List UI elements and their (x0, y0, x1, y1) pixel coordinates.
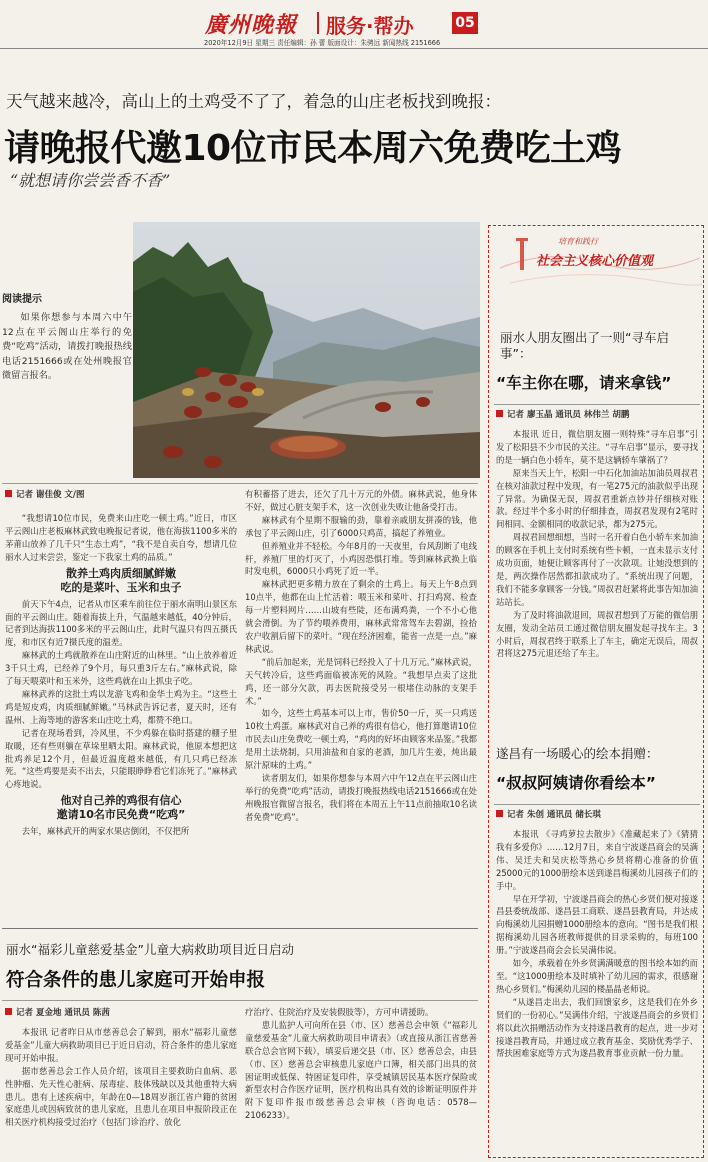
lead-paragraph: 读者朋友们，如果你想参与本周六中午12点在平云阁山庄举行的免费“吃鸡”活动，请拨打晚报热线电话2151666或在处州晚报官微留言报名，我们将在本周五上午11点前抽取10名读者免费“吃鸡”。 (245, 772, 477, 822)
story2-body (496, 408, 698, 660)
lead-paragraph: 麻林武有个星期不服输的劲，靠着亲戚朋友拼凑的钱，他承包了平云阁山庄，引了6000只鸡苗，搞起了养殖业。 (245, 514, 477, 538)
masthead-logo: 廣州晚報 (205, 12, 298, 38)
story2-headline: “车主你在哪，请来拿钱” (496, 374, 672, 392)
lead-paragraph: 麻林武养的这批土鸡以龙游飞鸡和金华土鸡为主。“这些土鸡是短皮鸡，肉质细腻鲜嫩。”马林武告诉记者，夏天时，还有温州、上海等地的游客来山庄吃土鸡，都赞不绝口。 (5, 688, 237, 725)
story4-byline-text: 记者 夏金地 通讯员 陈茜 (16, 1008, 110, 1018)
story4-paragraph: 患儿监护人可向所在县（市、区）慈善总会申领《“福彩儿童慈爱基金”儿童大病救助项目申请表》（或直接从浙江省慈善联合总会官网下载），填妥后递交县（市、区）慈善总会，由县（市、区）慈善总会审核患儿家庭户口簿，相关部门出具的贫困证明或低保、特困证复印件，享受城镇居民基本医疗保险或新型农村合作医疗证明，医疗机构出具有效的诊断证明原件并附下复印件报市级慈善总会审核（咨询电话：0578—2106233）。 (245, 1019, 477, 1121)
lead-subheading: 他对自己养的鸡很有信心 邀请10名市民免费“吃鸡” (56, 794, 186, 822)
reading-tip-text: 如果你想参与本周六中午12点在平云阁山庄举行的免费“吃鸡”活动，请拨打晚报热线电话2151666或在处州晚报官微留言报名。 (2, 312, 132, 381)
lead-byline-rule (2, 483, 478, 484)
story4-headline: 符合条件的患儿家庭可开始申报 (6, 970, 266, 991)
masthead-meta: 2020年12月9日 星期三 责任编辑：孙 蕾 版面设计：朱骋远 新闻热线 2151666 (204, 39, 441, 47)
story4-column-2 (245, 1006, 477, 1122)
story2-kicker: 丽水人朋友圈出了一则“寻车启事”： (500, 330, 669, 361)
chickens-photo (133, 222, 480, 478)
banner-small-text: 培育和践行 (558, 237, 598, 246)
lead-paragraph: 麻林武把更多精力放在了剩余的土鸡上。每天上午8点到10点半，他都在山上忙活着：喂玉米和菜叶、打扫鸡窝、检查每一片塑料网片……山坡有些陡，还布满鸡粪，一个不小心他就会滑倒。为了节约喂养费用，麻林武常常驾车去碧湖，捡拾农户收割后留下的菜叶。“现在经济困难，能省一点是一点。”麻林武说。 (245, 579, 477, 654)
story4-column-1 (5, 1006, 237, 1129)
byline-marker-icon (5, 1008, 12, 1015)
story-charity-fund (6, 940, 476, 992)
byline-marker-icon (496, 810, 503, 817)
lead-paragraph: 记者在现场看到，冷风里，不少鸡躲在临时搭建的棚子里取暖，还有些则躺在草垛里晒太阳。麻林武说，他原本想把这批鸡养足12个月，但最近温度越来越低，有几只鸡已经冻死。“这些鸡要是卖不出去，只能眼睁睁看它们冻死了。”麻林武心疼地说。 (5, 727, 237, 790)
banner-main-text: 社会主义核心价值观 (536, 254, 654, 269)
story4-paragraph: 疗治疗、住院治疗及安装假肢等），方可申请援助。 (245, 1007, 434, 1017)
reading-tip (2, 290, 132, 384)
story2-paragraph: 为了及时将油款退回，周叔君想到了万能的微信朋友圈，发动全站员工通过微信朋友圈发起寻找车主。3小时后，周叔君终于联系上了车主，确定无误后，周叔君将这275元退还给了车主。 (496, 609, 698, 659)
lead-kicker: 天气越来越冷，高山上的土鸡受不了了，着急的山庄老板找到晚报： (6, 92, 501, 111)
story2-paragraph: 原来当天上午，松阳一中石化加油站加油员周叔君在核对油款过程中发现，有一笔275元的油款似乎出现了异常。为确保无误，周叔君重新点钞并仔细核对账款。经过半个多小时的仔细排查，周叔君发现有2笔时间相同、金额相同的收款记录，都为275元。 (496, 467, 698, 530)
story4-rule (2, 1000, 478, 1001)
story2-paragraph: 周叔君回想细想，当时一名开着白色小轿车来加油的顾客在手机上支付时系统有些卡顿，一直未显示支付成功页面，她便让顾客再付了一次款项。让她没想到的是，两次操作居然都扣款成功了。“系统出现了问题，我们不能多拿顾客一分钱。”周叔君赶紧将此事告知加油站站长。 (496, 532, 698, 607)
story-car-owner (496, 330, 698, 393)
story2-paragraph: 本报讯 近日，微信朋友圈一则特殊“寻车启事”引发了松阳县不少市民的关注。“寻车启事”显示，要寻找的是一辆白色小轿车，莫不是这辆轿车肇祸了？ (496, 429, 698, 465)
story-picture-books (496, 746, 698, 793)
story2-rule (494, 404, 700, 405)
story3-byline (496, 808, 698, 820)
story3-paragraph: “从遂昌走出去，我们回馈家乡，这是我们在外乡贤们的一份初心。”吴满伟介绍，宁波遂昌商会的乡贤们将以此次捐赠活动作为支持遂昌教育的起点，进一步对接遂昌教育局，并通过成立教育基金、奖励优秀学子、帮扶困难家庭等方式为遂昌教育事业贡献一份力量。 (496, 996, 698, 1059)
story3-paragraph: 早在开学初，宁波遂昌商会的热心乡贤们便对接遂昌县委统战部、遂昌县工商联、遂昌县教育局，并达成向梅溪幼儿园捐赠1000册绘本的意向。“图书是我们根据梅溪幼儿园各班教师提供的目录采购的，每班100册。”宁波遂昌商会会长吴满伟说。 (496, 893, 698, 956)
story3-byline-text: 记者 朱创 通讯员 储长琪 (507, 810, 601, 820)
lead-paragraph: 但养殖业并不轻松。今年8月的一天夜里，台风刮断了电线杆，养殖厂里的灯灭了，小鸡因恐惧打堆。等到麻林武换上临时发电机，6000只小鸡死了近一半。 (245, 540, 477, 577)
lead-paragraph: 前天下午4点，记者从市区乘车前往位于丽水南明山景区东面的平云阁山庄。随着海拔上升，气温越来越低，40分钟后，记者到达海拔1100多米的平云阁山庄，此时气温只有四五摄氏度，和市区有近7摄氏度的温差。 (5, 598, 237, 648)
lead-subheading: 散养土鸡肉质细腻鲜嫩 吃的是菜叶、玉米和虫子 (60, 566, 182, 594)
story2-byline-text: 记者 廖玉晶 通讯员 林伟兰 胡鹏 (507, 410, 630, 420)
core-values-banner (490, 228, 702, 294)
section-title: 服务·帮办 (326, 14, 414, 38)
story4-byline (5, 1006, 237, 1018)
story2-byline (496, 408, 698, 420)
story3-rule (494, 804, 700, 805)
lead-column-2 (245, 488, 477, 824)
lead-column-1 (5, 488, 237, 838)
story4-kicker: 丽水“福彩儿童慈爱基金”儿童大病救助项目近日启动 (6, 942, 294, 957)
lead-byline (5, 488, 237, 500)
lead-paragraph: 如今，这些土鸡基本可以上市，售价50一斤，买一只鸡送10枚土鸡蛋。麻林武对自己养的鸡很有信心，他打算邀请10位市民去山庄免费吃一顿土鸡，“鸡肉的好坏由顾客来品鉴。”我都是用土法烧制，只用油盐和自家的老酒，加几片生姜，炖出最原汁原味的土鸡。” (245, 708, 477, 771)
story3-paragraph: 如今，承载着在外乡贤满满暖意的图书绘本如约而至。“这1000册绘本及时填补了幼儿园的需求，很感谢热心乡贤们。”梅溪幼儿园的楼晶晶老师说。 (496, 958, 698, 994)
story3-body (496, 808, 698, 1060)
story4-paragraph: 据市慈善总会工作人员介绍，该项目主要救助白血病、恶性肿瘤、先天性心脏病、尿毒症、肢体残缺以及其他重特大病患儿。患有上述疾病中，年龄在0—18周岁浙江省户籍的贫困家庭患儿或因病致贫的患儿家庭，且患儿在项目申报阶段正在相关医疗机构接受过治疗（包括门诊治疗、放化 (5, 1065, 237, 1128)
story3-kicker: 遂昌有一场暖心的绘本捐赠： (496, 746, 659, 761)
byline-marker-icon (5, 490, 12, 497)
story4-paragraph: 本报讯 记者昨日从市慈善总会了解到，丽水“福彩儿童慈爱基金”儿童大病救助项目已于近日启动，符合条件的患儿家庭现可开始申报。 (5, 1027, 237, 1063)
masthead-rule (0, 48, 708, 49)
lead-paragraph: “前后加起来，光是饲料已经投入了十几万元。”麻林武说，天气转冷后，这些鸡面临被冻死的风险。“我想早点卖了这批鸡，还一部分欠款，再去医院接受另一根堵住动脉的支架手术。” (245, 656, 477, 706)
lead-subhead: “就想请你尝尝香不香” (10, 171, 171, 190)
byline-marker-icon (496, 410, 503, 417)
story3-headline: “叔叔阿姨请你看绘本” (496, 774, 656, 792)
reading-tip-title: 阅读提示 (2, 294, 42, 305)
lead-paragraph: 去年，麻林武开的两家水果店倒闭，不仅把所 (21, 826, 190, 837)
story4-top-rule (2, 928, 478, 929)
lead-byline-text: 记者 谢佳俊 文/图 (16, 490, 85, 500)
lead-paragraph: “我想请10位市民，免费来山庄吃一顿土鸡。”近日，市区平云阁山庄老板麻林武致电晚报记者说，他在海拔1100多米的茅莆山放养了几千只“生态土鸡”，“我不是自卖自夸，想请几位丽水人过来尝尝，鉴定一下我家土鸡的品质。” (5, 513, 237, 562)
page-number-badge: 05 (452, 12, 478, 34)
story3-paragraph: 本报讯 《寻鸡萝拉去散步》《准藏起来了》《猜猜我有多爱你》……12月7日，来自宁波遂昌商会的吴满伟、吴迁夫和吴庆松等热心乡贤将精心准备的价值25000元的1000册绘本送到遂昌梅溪幼儿园孩子们的手中。 (496, 829, 698, 891)
lead-paragraph: 麻林武的土鸡就散养在山庄附近的山林里。“山上放养着近3千只土鸡，已经养了9个月，每只重3斤左右。”麻林武说，除了每天喂菜叶和玉米外，这些鸡就在山上抓虫子吃。 (5, 650, 237, 687)
masthead (0, 0, 708, 46)
lead-paragraph: 有积蓄搭了进去，还欠了几十万元的外债。麻林武说，他身体不好，做过心脏支架手术，这一次创业失败让他备受打击。 (245, 489, 477, 512)
masthead-divider (317, 12, 319, 34)
photo-illustration (133, 222, 480, 478)
lead-headline: 请晚报代邀10位市民本周六免费吃土鸡 (4, 128, 622, 169)
